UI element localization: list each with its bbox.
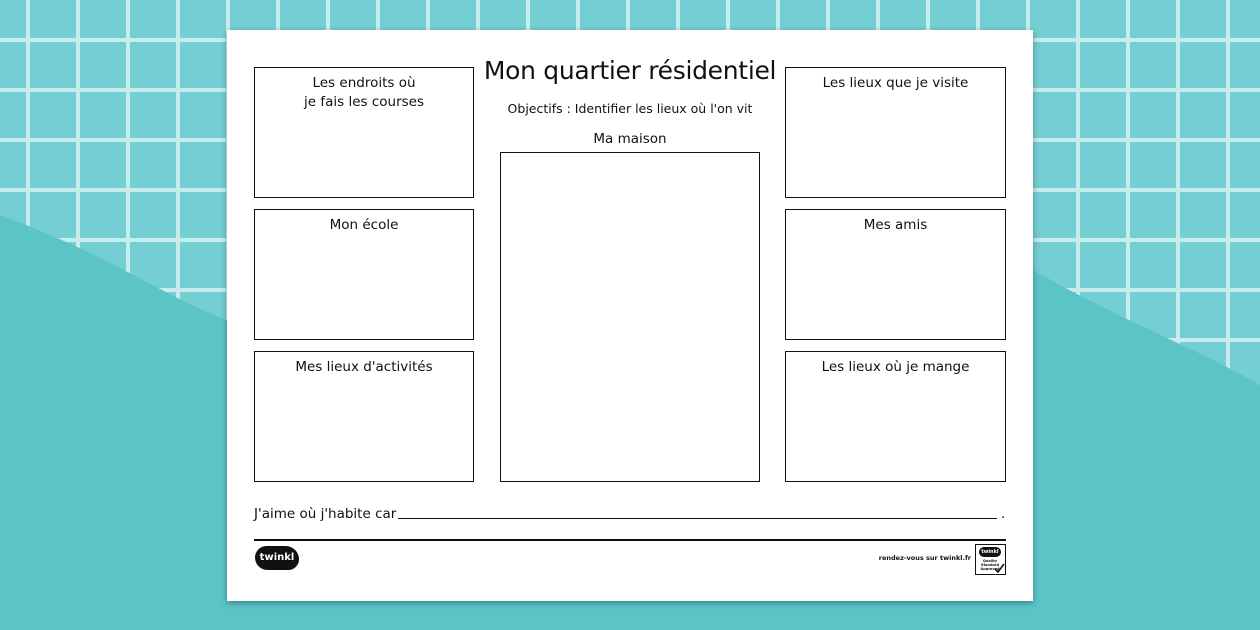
activities-box[interactable] xyxy=(254,351,474,482)
sentence-period: . xyxy=(1001,506,1006,522)
badge-brand: twinkl xyxy=(979,547,1001,557)
school-box[interactable] xyxy=(254,209,474,340)
worksheet-title: Mon quartier résidentiel xyxy=(483,56,777,85)
house-box[interactable] xyxy=(500,152,760,482)
objective-text: Objectifs : Identifier les lieux où l'on vit xyxy=(507,101,753,116)
answer-line[interactable] xyxy=(398,518,997,519)
activities-label: Mes lieux d'activités xyxy=(295,359,433,375)
footer-divider xyxy=(254,539,1006,541)
check-icon xyxy=(994,563,1005,574)
eating-places-label: Les lieux où je mange xyxy=(821,359,970,375)
sentence-prompt: J'aime où j'habite car xyxy=(254,506,397,522)
school-label: Mon école xyxy=(329,217,399,233)
twinkl-logo: twinkl xyxy=(255,546,299,570)
places-visited-label: Les lieux que je visite xyxy=(822,75,969,91)
friends-box[interactable] xyxy=(785,209,1006,340)
house-box-label: Ma maison xyxy=(593,131,667,147)
places-visited-box[interactable] xyxy=(785,67,1006,198)
worksheet-page xyxy=(227,30,1033,601)
friends-label: Mes amis xyxy=(863,217,928,233)
quality-badge xyxy=(975,544,1006,575)
badge-text: Quality Standard Approved xyxy=(980,559,1000,571)
shopping-places-box[interactable] xyxy=(254,67,474,198)
footer-url: rendez-vous sur twinkl.fr xyxy=(878,554,971,562)
shopping-places-label: Les endroits où je fais les courses xyxy=(304,75,424,110)
eating-places-box[interactable] xyxy=(785,351,1006,482)
